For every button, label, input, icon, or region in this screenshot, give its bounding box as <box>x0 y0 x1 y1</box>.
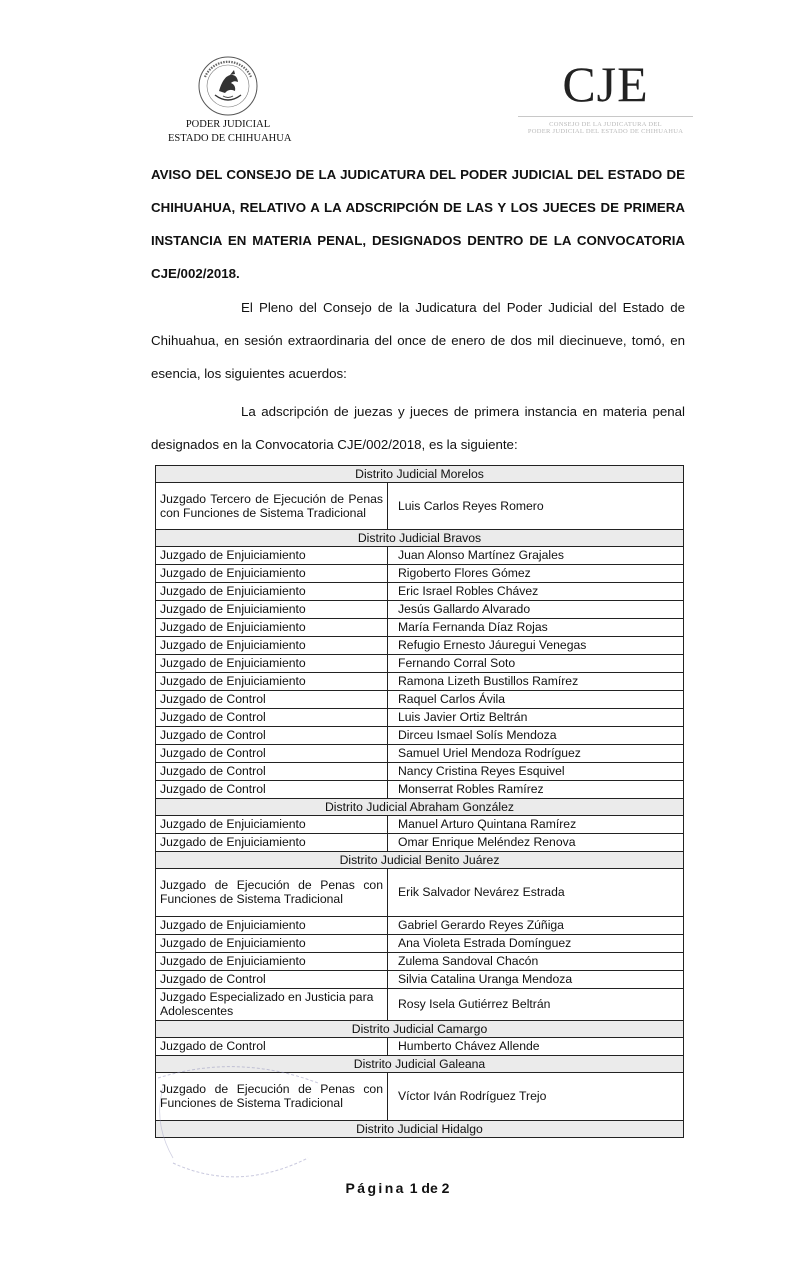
paragraph-adscripcion-text: La adscripción de juezas y jueces de primera instancia en materia penal designados en la Convocatoria CJE/002/2018, es la siguiente: <box>151 404 685 452</box>
court-cell: Juzgado de Enjuiciamiento <box>156 816 388 834</box>
judge-cell: Rigoberto Flores Gómez <box>388 565 684 583</box>
judge-cell: Monserrat Robles Ramírez <box>388 781 684 799</box>
judge-cell: Manuel Arturo Quintana Ramírez <box>388 816 684 834</box>
district-header-row <box>156 799 684 816</box>
cje-subtitle-line2: PODER JUDICIAL DEL ESTADO DE CHIHUAHUA <box>527 128 684 135</box>
table-row <box>156 869 684 917</box>
cje-logo-divider <box>518 116 693 117</box>
judge-cell: Erik Salvador Nevárez Estrada <box>388 869 684 917</box>
table-row <box>156 1038 684 1056</box>
court-cell: Juzgado de Ejecución de Penas con Funciones de Sistema Tradicional <box>156 869 388 917</box>
court-cell: Juzgado Especializado en Justicia para Adolescentes <box>156 989 388 1021</box>
court-cell: Juzgado de Control <box>156 1038 388 1056</box>
district-camargo: Distrito Judicial Camargo <box>156 1021 684 1038</box>
judge-cell: Gabriel Gerardo Reyes Zúñiga <box>388 917 684 935</box>
judge-cell: Silvia Catalina Uranga Mendoza <box>388 971 684 989</box>
judge-cell: Fernando Corral Soto <box>388 655 684 673</box>
court-cell: Juzgado de Control <box>156 971 388 989</box>
judge-cell: Ana Violeta Estrada Domínguez <box>388 935 684 953</box>
cje-subtitle-line1: CONSEJO DE LA JUDICATURA DEL <box>549 121 662 128</box>
table-row <box>156 673 684 691</box>
table-row <box>156 935 684 953</box>
court-cell: Juzgado de Enjuiciamiento <box>156 655 388 673</box>
table-row <box>156 637 684 655</box>
paragraph-pleno <box>151 291 685 390</box>
district-header-row <box>156 1021 684 1038</box>
table-row <box>156 483 684 530</box>
table-row <box>156 781 684 799</box>
court-cell: Juzgado de Enjuiciamiento <box>156 834 388 852</box>
table-row <box>156 583 684 601</box>
table-row <box>156 565 684 583</box>
court-cell: Juzgado de Control <box>156 709 388 727</box>
poder-judicial-seal-block <box>168 55 292 145</box>
judge-cell: Jesús Gallardo Alvarado <box>388 601 684 619</box>
table-row <box>156 989 684 1021</box>
adscription-table <box>155 465 684 1138</box>
mexican-coat-of-arms-icon <box>197 55 259 117</box>
judge-cell: María Fernanda Díaz Rojas <box>388 619 684 637</box>
court-cell: Juzgado de Control <box>156 745 388 763</box>
district-bravos: Distrito Judicial Bravos <box>156 530 684 547</box>
table-row <box>156 691 684 709</box>
page-number: 1 <box>409 1180 418 1196</box>
court-cell: Juzgado de Enjuiciamiento <box>156 619 388 637</box>
court-cell: Juzgado de Enjuiciamiento <box>156 547 388 565</box>
judge-cell: Víctor Iván Rodríguez Trejo <box>388 1073 684 1121</box>
judge-cell: Raquel Carlos Ávila <box>388 691 684 709</box>
judge-cell: Humberto Chávez Allende <box>388 1038 684 1056</box>
district-header-row <box>156 466 684 483</box>
court-cell: Juzgado Tercero de Ejecución de Penas con Funciones de Sistema Tradicional <box>156 483 388 530</box>
table-row <box>156 971 684 989</box>
court-cell: Juzgado de Control <box>156 781 388 799</box>
of-word: de <box>421 1180 438 1196</box>
district-galeana: Distrito Judicial Galeana <box>156 1056 684 1073</box>
judge-cell: Omar Enrique Meléndez Renova <box>388 834 684 852</box>
court-cell: Juzgado de Enjuiciamiento <box>156 953 388 971</box>
table-row <box>156 745 684 763</box>
judge-cell: Juan Alonso Martínez Grajales <box>388 547 684 565</box>
cje-logo: CJE <box>562 56 649 112</box>
seal-caption-line2: ESTADO DE CHIHUAHUA <box>168 133 292 144</box>
judge-cell: Eric Israel Robles Chávez <box>388 583 684 601</box>
paragraph-pleno-text: El Pleno del Consejo de la Judicatura del Poder Judicial del Estado de Chihuahua, en sesión extraordinaria del once de enero de dos mil diecinueve, tomó, en esencia, los siguientes acuerdos: <box>151 300 685 381</box>
judge-cell: Nancy Cristina Reyes Esquivel <box>388 763 684 781</box>
table-row <box>156 655 684 673</box>
judge-cell: Luis Carlos Reyes Romero <box>388 483 684 530</box>
table-row <box>156 953 684 971</box>
judge-cell: Luis Javier Ortiz Beltrán <box>388 709 684 727</box>
district-morelos: Distrito Judicial Morelos <box>156 466 684 483</box>
judge-cell: Samuel Uriel Mendoza Rodríguez <box>388 745 684 763</box>
table-row <box>156 727 684 745</box>
court-cell: Juzgado de Enjuiciamiento <box>156 673 388 691</box>
table-row <box>156 816 684 834</box>
district-header-row <box>156 530 684 547</box>
district-hidalgo: Distrito Judicial Hidalgo <box>156 1121 684 1138</box>
district-abraham-gonzalez: Distrito Judicial Abraham González <box>156 799 684 816</box>
district-header-row <box>156 1121 684 1138</box>
table-row <box>156 619 684 637</box>
court-cell: Juzgado de Enjuiciamiento <box>156 583 388 601</box>
table-row <box>156 1073 684 1121</box>
district-header-row <box>156 852 684 869</box>
court-cell: Juzgado de Enjuiciamiento <box>156 637 388 655</box>
court-cell: Juzgado de Enjuiciamiento <box>156 565 388 583</box>
page-word: Página <box>345 1180 406 1196</box>
court-cell: Juzgado de Control <box>156 691 388 709</box>
table-row <box>156 547 684 565</box>
court-cell: Juzgado de Enjuiciamiento <box>156 935 388 953</box>
district-benito-juarez: Distrito Judicial Benito Juárez <box>156 852 684 869</box>
court-cell: Juzgado de Control <box>156 763 388 781</box>
court-cell: Juzgado de Ejecución de Penas con Funciones de Sistema Tradicional <box>156 1073 388 1121</box>
table-row <box>156 709 684 727</box>
court-cell: Juzgado de Enjuiciamiento <box>156 601 388 619</box>
table-row <box>156 834 684 852</box>
district-header-row <box>156 1056 684 1073</box>
judge-cell: Refugio Ernesto Jáuregui Venegas <box>388 637 684 655</box>
page-footer <box>0 1180 795 1196</box>
page-total: 2 <box>441 1180 450 1196</box>
paragraph-adscripcion <box>151 395 685 461</box>
table-row <box>156 917 684 935</box>
table-row <box>156 763 684 781</box>
judge-cell: Zulema Sandoval Chacón <box>388 953 684 971</box>
judge-cell: Dirceu Ismael Solís Mendoza <box>388 727 684 745</box>
judge-cell: Ramona Lizeth Bustillos Ramírez <box>388 673 684 691</box>
seal-caption-line1: PODER JUDICIAL <box>185 119 271 130</box>
cje-logo-block <box>518 58 693 135</box>
table-row <box>156 601 684 619</box>
document-title: AVISO DEL CONSEJO DE LA JUDICATURA DEL PODER JUDICIAL DEL ESTADO DE CHIHUAHUA, RELATIVO A LA ADSCRIPCIÓN DE LAS Y LOS JUECES DE PRIMERA INSTANCIA EN MATERIA PENAL, DESIGNADOS DENTRO DE LA CONVOCATORIA CJE/002/2018. <box>151 167 685 281</box>
court-cell: Juzgado de Enjuiciamiento <box>156 917 388 935</box>
judge-cell: Rosy Isela Gutiérrez Beltrán <box>388 989 684 1021</box>
court-cell: Juzgado de Control <box>156 727 388 745</box>
